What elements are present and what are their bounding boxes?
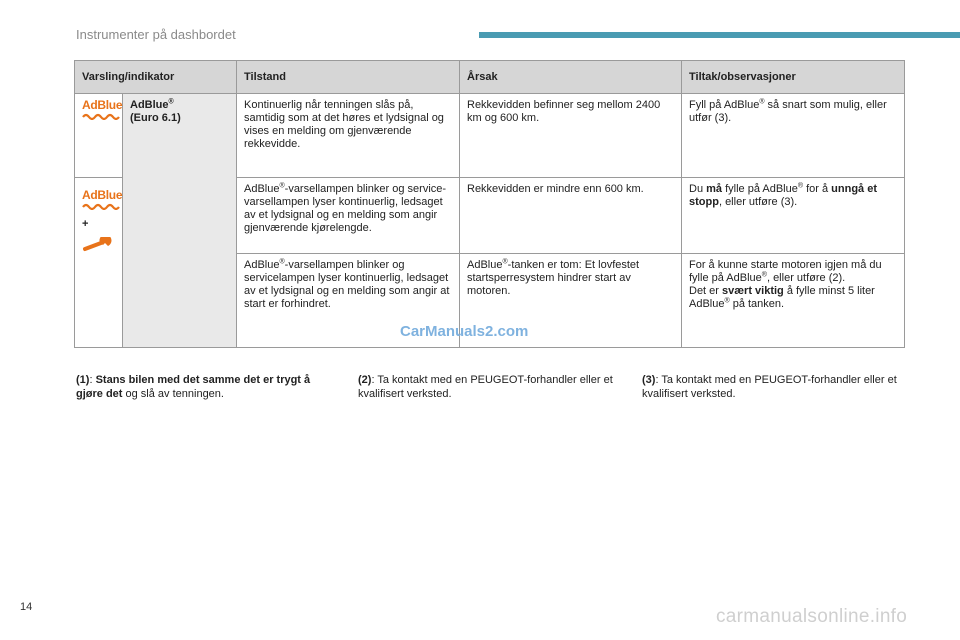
adblue-warning-icon xyxy=(82,99,122,124)
page-number: 14 xyxy=(20,601,33,613)
table-row xyxy=(75,94,905,178)
cause-cell: Rekkevidden befinner seg mellom 2400 km og 600 km. xyxy=(460,94,682,178)
site-watermark: carmanualsonline.info xyxy=(716,606,908,627)
adblue-wave-icon xyxy=(82,113,120,120)
action-cell: Du må fylle på AdBlue® for å unngå et stopp, eller utføre (3). xyxy=(682,178,905,254)
adblue-icon-label: AdBlue xyxy=(82,188,123,202)
header-accent-bar xyxy=(479,32,960,38)
column-header-cause: Årsak xyxy=(460,61,682,94)
table-header-row xyxy=(75,61,905,94)
warning-table xyxy=(74,60,905,348)
footnote-1: (1): Stans bilen med det samme det er trygt å gjøre det og slå av tenningen. xyxy=(76,374,311,400)
indicator-name-cell: AdBlue® (Euro 6.1) xyxy=(123,94,237,348)
state-cell: Kontinuerlig når tenningen slås på, samtidig som at det høres et lydsignal og vises en melding om gjenværende rekkevidde. xyxy=(237,94,460,178)
footnote-3: (3): Ta kontakt med en PEUGEOT-forhandler eller et kvalifisert verksted. xyxy=(642,374,897,400)
section-title: Instrumenter på dashbordet xyxy=(76,27,236,42)
wrench-icon xyxy=(82,237,112,253)
column-header-indicator: Varsling/indikator xyxy=(75,61,237,94)
footnote-2: (2): Ta kontakt med en PEUGEOT-forhandler eller et kvalifisert verksted. xyxy=(358,374,613,400)
icon-cell xyxy=(75,94,123,178)
watermark: CarManuals2.com xyxy=(400,323,529,340)
cause-cell: Rekkevidden er mindre enn 600 km. xyxy=(460,178,682,254)
plus-sign: + xyxy=(82,218,89,230)
action-cell: For å kunne starte motoren igjen må du fylle på AdBlue®, eller utføre (2). Det er svært viktig å fylle minst 5 liter AdBlue® på tanken. xyxy=(682,254,905,348)
indicator-subname: (Euro 6.1) xyxy=(130,112,181,124)
cause-cell: AdBlue®-tanken er tom: Et lovfestet startsperresystem hindrer start av motoren. xyxy=(460,254,682,348)
adblue-wave-icon xyxy=(82,203,120,210)
adblue-warning-icon xyxy=(82,189,122,214)
state-cell: AdBlue®-varsellampen blinker og service-varsellampen lyser kontinuerlig, ledsaget av et lydsignal og en melding som angir gjenværende kjørelengde. xyxy=(237,178,460,254)
column-header-action: Tiltak/observasjoner xyxy=(682,61,905,94)
adblue-icon-label: AdBlue xyxy=(82,98,123,112)
icon-cell xyxy=(75,178,123,348)
state-cell: AdBlue®-varsellampen blinker og servicelampen lyser kontinuerlig, ledsaget av et lydsignal og en melding som angir at start er forhindret. xyxy=(237,254,460,348)
indicator-name: AdBlue xyxy=(130,99,169,111)
column-header-state: Tilstand xyxy=(237,61,460,94)
action-cell: Fyll på AdBlue® så snart som mulig, eller utfør (3). xyxy=(682,94,905,178)
